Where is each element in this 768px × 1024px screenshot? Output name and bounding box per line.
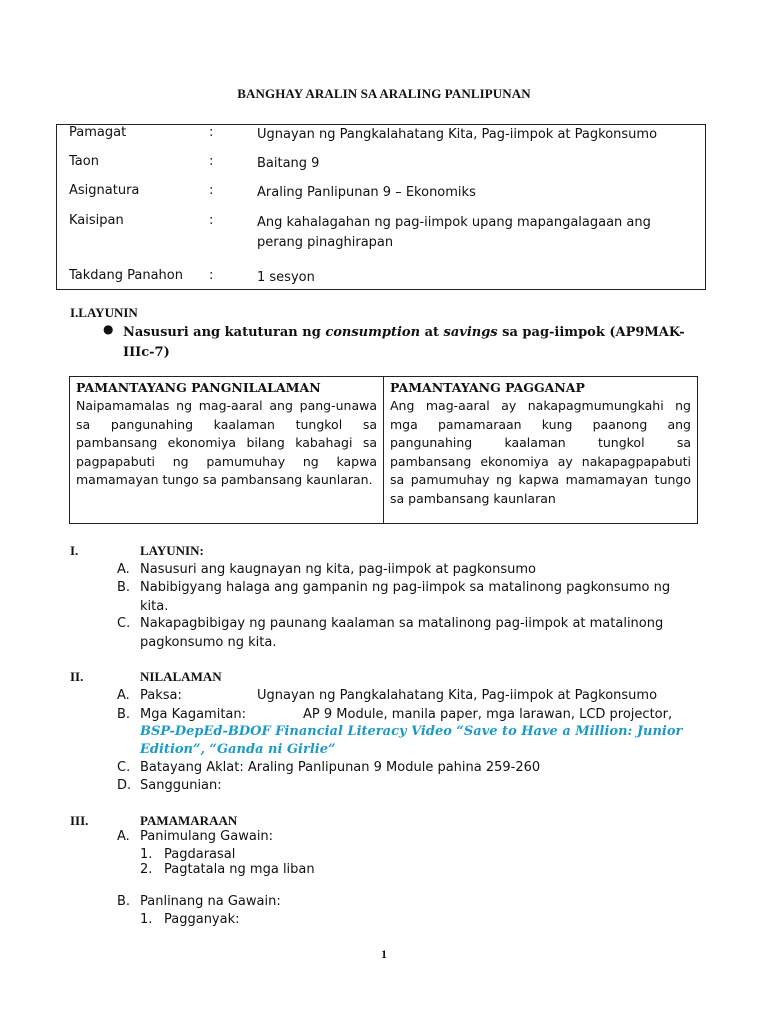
item-text: Panlinang na Gawain: xyxy=(140,894,281,909)
content-standard-heading: PAMANTAYANG PANGNILALAMAN xyxy=(76,380,321,395)
item-text: Nabibigyang halaga ang gampanin ng pag-iimpok sa matalinong pagkonsumo ng kita. xyxy=(140,580,671,614)
sub-item-text: Pagdarasal xyxy=(164,847,236,862)
bullet-icon: ● xyxy=(103,322,114,336)
objective-term-savings: savings xyxy=(443,325,498,340)
section-title: PAMAMARAAN xyxy=(140,813,238,828)
item-letter: B. xyxy=(117,707,131,722)
info-colon: : xyxy=(209,213,214,228)
item-letter: D. xyxy=(117,778,132,793)
item-text: Sanggunian: xyxy=(140,778,222,793)
section-title: NILALAMAN xyxy=(140,669,222,684)
info-label: Taon xyxy=(69,154,99,169)
item-letter: B. xyxy=(117,894,131,909)
lesson-info-box xyxy=(56,124,706,290)
objective-text-part: sa pag-iimpok (AP9MAK-IIIc-7) xyxy=(123,325,685,360)
item-letter: A. xyxy=(117,688,130,703)
standards-table xyxy=(69,376,698,524)
section-number: II. xyxy=(70,669,84,684)
info-value: Ugnayan ng Pangkalahatang Kita, Pag-iimpok at Pagkonsumo xyxy=(257,127,658,142)
objective-text-part: at xyxy=(420,325,444,340)
sub-item-text: Pagganyak: xyxy=(164,912,240,927)
info-label: Pamagat xyxy=(69,125,127,140)
info-colon: : xyxy=(209,183,214,198)
item-letter: C. xyxy=(117,760,131,775)
section-title: LAYUNIN: xyxy=(140,543,204,558)
item-text: Nakapagbibigay ng paunang kaalaman sa matalinong pag-iimpok at matalinong pagkonsumo ng kita. xyxy=(140,616,664,650)
objectives-heading: I.LAYUNIN xyxy=(70,305,138,320)
objective-term-consumption: consumption xyxy=(325,325,421,340)
info-colon: : xyxy=(209,125,214,140)
sub-item-number: 2. xyxy=(140,862,153,877)
link-text-line[interactable]: BSP-DepEd-BDOF Financial Literacy Video “Save to Have a Million: Junior xyxy=(140,724,683,739)
info-label: Kaisipan xyxy=(69,213,124,228)
info-colon: : xyxy=(209,154,214,169)
info-value: Baitang 9 xyxy=(257,156,320,171)
content-standard-cell xyxy=(70,377,384,523)
objective-text-part: Nasusuri ang katuturan ng xyxy=(123,325,326,340)
info-value: 1 sesyon xyxy=(257,270,315,285)
item-text: Batayang Aklat: Araling Panlipunan 9 Module pahina 259-260 xyxy=(140,760,541,775)
page-number: 1 xyxy=(381,947,387,961)
item-text: AP 9 Module, manila paper, mga larawan, LCD projector, xyxy=(303,707,673,722)
section-number: I. xyxy=(70,543,79,558)
item-text: Ugnayan ng Pangkalahatang Kita, Pag-iimpok at Pagkonsumo xyxy=(257,688,658,703)
info-colon: : xyxy=(209,268,214,283)
document-title: BANGHAY ARALIN SA ARALING PANLIPUNAN xyxy=(237,86,531,101)
info-value: Ang kahalagahan ng pag-iimpok upang mapangalagaan ang perang pinaghirapan xyxy=(257,215,651,250)
section-number: III. xyxy=(70,813,89,828)
item-letter: A. xyxy=(117,562,130,577)
link-text-line[interactable]: Edition”, “Ganda ni Girlie” xyxy=(140,742,336,757)
item-text: Nasusuri ang kaugnayan ng kita, pag-iimpok at pagkonsumo xyxy=(140,562,536,577)
item-label: Paksa: xyxy=(140,688,182,703)
item-letter: B. xyxy=(117,580,131,595)
info-label: Takdang Panahon xyxy=(69,268,183,283)
content-standard-text: Naipamamalas ng mag-aaral ang pang-unawa sa pangunahing kaalaman tungkol sa pambansang ekonomiya bilang kabahagi sa pagpapabuti ng pamumuhay ng kapwa mamamayan tungo sa pambansang kaunlaran. xyxy=(76,398,377,488)
item-text: Panimulang Gawain: xyxy=(140,829,274,844)
item-letter: C. xyxy=(117,616,131,631)
objective-bullet-text xyxy=(123,323,703,363)
sub-item-number: 1. xyxy=(140,912,153,927)
item-label: Mga Kagamitan: xyxy=(140,707,247,722)
sub-item-text: Pagtatala ng mga liban xyxy=(164,862,315,877)
performance-standard-cell xyxy=(384,377,697,523)
info-value: Araling Panlipunan 9 – Ekonomiks xyxy=(257,185,476,200)
sub-item-number: 1. xyxy=(140,847,153,862)
performance-standard-text: Ang mag-aaral ay nakapagmumungkahi ng mga pamamaraan kung paanong ang pangunahing kaalaman tungkol sa pambansang ekonomiya ay nakapagpapabuti sa pamumuhay ng kapwa mamamayan tungo sa pambansang kaunlaran xyxy=(390,398,691,506)
item-letter: A. xyxy=(117,829,130,844)
info-label: Asignatura xyxy=(69,183,140,198)
performance-standard-heading: PAMANTAYANG PAGGANAP xyxy=(390,380,585,395)
